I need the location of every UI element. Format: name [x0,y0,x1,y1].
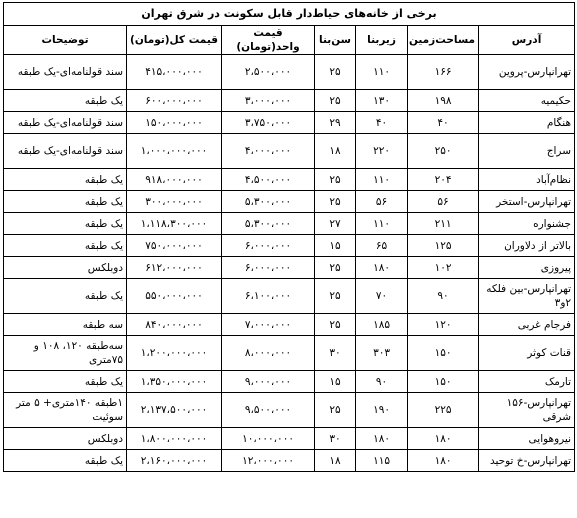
cell-total-price: ۱،۰۰۰،۰۰۰،۰۰۰ [127,134,222,169]
cell-unit-price: ۸،۰۰۰،۰۰۰ [222,336,315,371]
cell-address: تهرانپارس-استخر [479,191,575,213]
cell-total-price: ۶۰۰،۰۰۰،۰۰۰ [127,90,222,112]
cell-land-area: ۱۲۰ [408,314,479,336]
cell-unit-price: ۳،۰۰۰،۰۰۰ [222,90,315,112]
cell-notes: سند قولنامه‌ای-یک طبقه [4,55,127,90]
cell-total-price: ۱۵۰،۰۰۰،۰۰۰ [127,112,222,134]
cell-total-price: ۱،۱۱۸،۳۰۰،۰۰۰ [127,213,222,235]
cell-build-area: ۳۰۳ [356,336,408,371]
cell-address: بالاتر از دلاوران [479,235,575,257]
cell-notes: سه طبقه [4,314,127,336]
header-notes: توضیحات [4,26,127,55]
table-row [4,279,575,314]
cell-total-price: ۱،۳۵۰،۰۰۰،۰۰۰ [127,371,222,393]
table-row [4,336,575,371]
cell-land-area: ۵۶ [408,191,479,213]
header-land-area: مساحت‌زمین [408,26,479,55]
cell-land-area: ۱۵۰ [408,336,479,371]
price-table-sheet [3,2,574,472]
cell-age: ۳۰ [315,336,356,371]
cell-build-area: ۱۹۰ [356,393,408,428]
cell-build-area: ۷۰ [356,279,408,314]
cell-land-area: ۲۱۱ [408,213,479,235]
cell-address: فرجام غربی [479,314,575,336]
cell-unit-price: ۴،۵۰۰،۰۰۰ [222,169,315,191]
cell-age: ۲۵ [315,279,356,314]
header-age: سن‌بنا [315,26,356,55]
cell-total-price: ۵۵۰،۰۰۰،۰۰۰ [127,279,222,314]
housing-price-table [3,2,575,472]
cell-age: ۲۵ [315,169,356,191]
table-row [4,55,575,90]
cell-land-area: ۱۶۶ [408,55,479,90]
cell-total-price: ۹۱۸،۰۰۰،۰۰۰ [127,169,222,191]
cell-build-area: ۱۸۰ [356,428,408,450]
cell-age: ۳۰ [315,428,356,450]
cell-address: نظام‌آباد [479,169,575,191]
cell-unit-price: ۵،۳۰۰،۰۰۰ [222,191,315,213]
cell-unit-price: ۴،۰۰۰،۰۰۰ [222,134,315,169]
cell-notes: یک طبقه [4,213,127,235]
table-row [4,90,575,112]
cell-total-price: ۶۱۲،۰۰۰،۰۰۰ [127,257,222,279]
cell-notes: سه‌طبقه ۱۲۰، ۱۰۸ و ۷۵متری [4,336,127,371]
table-row [4,235,575,257]
cell-address: تهرانپارس-پروین [479,55,575,90]
cell-land-area: ۲۲۵ [408,393,479,428]
cell-total-price: ۲،۱۶۰،۰۰۰،۰۰۰ [127,450,222,472]
cell-address: جشنواره [479,213,575,235]
cell-age: ۱۵ [315,371,356,393]
cell-notes: یک طبقه [4,235,127,257]
cell-total-price: ۴۱۵،۰۰۰،۰۰۰ [127,55,222,90]
cell-address: تارمک [479,371,575,393]
cell-age: ۲۵ [315,257,356,279]
table-row [4,314,575,336]
cell-unit-price: ۶،۰۰۰،۰۰۰ [222,235,315,257]
cell-age: ۱۸ [315,450,356,472]
cell-build-area: ۶۵ [356,235,408,257]
cell-address: تهرانپارس-خ توحید [479,450,575,472]
table-row [4,393,575,428]
cell-build-area: ۱۸۵ [356,314,408,336]
cell-age: ۱۵ [315,235,356,257]
cell-unit-price: ۱۰،۰۰۰،۰۰۰ [222,428,315,450]
cell-land-area: ۴۰ [408,112,479,134]
cell-build-area: ۱۸۰ [356,257,408,279]
cell-age: ۲۵ [315,393,356,428]
cell-total-price: ۲،۱۳۷،۵۰۰،۰۰۰ [127,393,222,428]
cell-address: تهرانپارس-۱۵۶ شرقی [479,393,575,428]
cell-total-price: ۱،۲۰۰،۰۰۰،۰۰۰ [127,336,222,371]
cell-land-area: ۹۰ [408,279,479,314]
cell-unit-price: ۹،۰۰۰،۰۰۰ [222,371,315,393]
table-row [4,213,575,235]
table-row [4,428,575,450]
header-total-price: قیمت کل(تومان) [127,26,222,55]
cell-unit-price: ۲،۵۰۰،۰۰۰ [222,55,315,90]
cell-build-area: ۱۱۰ [356,169,408,191]
cell-total-price: ۷۵۰،۰۰۰،۰۰۰ [127,235,222,257]
cell-notes: دوبلکس [4,428,127,450]
cell-total-price: ۸۴۰،۰۰۰،۰۰۰ [127,314,222,336]
cell-land-area: ۱۵۰ [408,371,479,393]
cell-land-area: ۱۸۰ [408,450,479,472]
cell-land-area: ۱۸۰ [408,428,479,450]
cell-address: پیروزی [479,257,575,279]
cell-notes: دوبلکس [4,257,127,279]
cell-address: تهرانپارس-بین فلکه ۲و۳ [479,279,575,314]
cell-age: ۲۷ [315,213,356,235]
cell-notes: سند قولنامه‌ای-یک طبقه [4,134,127,169]
cell-unit-price: ۱۲،۰۰۰،۰۰۰ [222,450,315,472]
table-row [4,257,575,279]
cell-build-area: ۱۱۰ [356,55,408,90]
cell-age: ۲۵ [315,90,356,112]
cell-address: سراج [479,134,575,169]
title-row [4,3,575,26]
header-row [4,26,575,55]
cell-land-area: ۱۲۵ [408,235,479,257]
table-title: برخی از خانه‌های حیاط‌دار قابل سکونت در شرق تهران [4,3,575,26]
cell-build-area: ۱۱۵ [356,450,408,472]
cell-build-area: ۲۲۰ [356,134,408,169]
table-row [4,450,575,472]
table-row [4,134,575,169]
cell-age: ۲۹ [315,112,356,134]
cell-total-price: ۳۰۰،۰۰۰،۰۰۰ [127,191,222,213]
cell-notes: یک طبقه [4,371,127,393]
cell-land-area: ۲۵۰ [408,134,479,169]
cell-notes: سند قولنامه‌ای-یک طبقه [4,112,127,134]
header-unit-price: قیمت واحد(تومان) [222,26,315,55]
cell-land-area: ۱۹۸ [408,90,479,112]
cell-age: ۲۵ [315,314,356,336]
cell-unit-price: ۵،۳۰۰،۰۰۰ [222,213,315,235]
cell-notes: یک طبقه [4,169,127,191]
table-row [4,169,575,191]
cell-build-area: ۱۱۰ [356,213,408,235]
table-row [4,371,575,393]
cell-notes: ۱طبقه ۱۴۰متری+ ۵ متر سوئیت [4,393,127,428]
cell-age: ۲۵ [315,55,356,90]
cell-land-area: ۱۰۲ [408,257,479,279]
cell-address: هنگام [479,112,575,134]
cell-age: ۲۵ [315,191,356,213]
cell-build-area: ۱۳۰ [356,90,408,112]
cell-address: قنات کوثر [479,336,575,371]
cell-unit-price: ۷،۰۰۰،۰۰۰ [222,314,315,336]
cell-unit-price: ۹،۵۰۰،۰۰۰ [222,393,315,428]
cell-age: ۱۸ [315,134,356,169]
table-row [4,112,575,134]
cell-land-area: ۲۰۴ [408,169,479,191]
cell-notes: یک طبقه [4,191,127,213]
cell-total-price: ۱،۸۰۰،۰۰۰،۰۰۰ [127,428,222,450]
cell-notes: یک طبقه [4,90,127,112]
header-build-area: زیربنا [356,26,408,55]
cell-unit-price: ۳،۷۵۰،۰۰۰ [222,112,315,134]
cell-build-area: ۴۰ [356,112,408,134]
cell-unit-price: ۶،۱۰۰،۰۰۰ [222,279,315,314]
cell-build-area: ۵۶ [356,191,408,213]
table-row [4,191,575,213]
cell-address: نیروهوایی [479,428,575,450]
cell-notes: یک طبقه [4,279,127,314]
cell-address: حکیمیه [479,90,575,112]
cell-unit-price: ۶،۰۰۰،۰۰۰ [222,257,315,279]
cell-notes: یک طبقه [4,450,127,472]
header-address: آدرس [479,26,575,55]
cell-build-area: ۹۰ [356,371,408,393]
